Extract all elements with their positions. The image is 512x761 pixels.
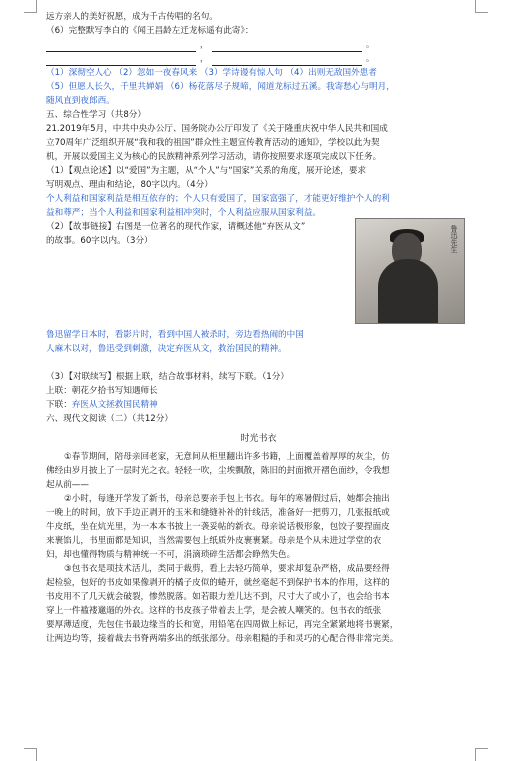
paragraph-line: ③包书衣是项技术活儿，类同于裁剪，看上去轻巧简单，要求却复杂严格，成品要经得 [64,564,390,574]
answer-blanks-row-1: ， 。 [46,38,471,52]
intro-line: 21.2019年5月，中共中央办公厅、国务院办公厅印发了《关于隆重庆祝中华人民共和国成 [46,124,388,134]
paragraph-line: ②小时，每逢开学发了新书，母亲总要亲手包上书衣。每年的寒暑假过后，她都会抽出 [64,494,390,504]
question-6: （6）完整默写李白的《闻王昌龄左迁龙标遥有此寄》： [46,26,254,36]
answer-line: 益和尊严；当个人利益和国家利益相冲突时，个人利益应服从国家利益。 [46,208,322,218]
couplet-upper: 上联：朝花夕拾书写知遇师长 [46,386,158,396]
intro-line: 立70周年广泛组织开展“我和我的祖国”群众性主题宣传教育活动的通知》，学校以此为契 [46,138,380,148]
paragraph-line: 要厚薄适度，先包住书最边缘当的长和宽，用铅笔在四周做上标记，再完全紧紧地将书裹紧， [46,620,399,630]
portrait-calligraphy: 鲁迅先生 [450,225,458,253]
article-title: 时光书衣 [240,434,277,444]
paragraph-line: 牛皮纸，坐在炕光里，为一本本书披上一袭妥帖的新衣。母亲说话极形象，包饺子要捏面皮 [46,522,390,532]
paragraph-line: 起从前—— [46,480,89,490]
answer-line: 人麻木以对，鲁迅受到刺激，决定弃医从文，救治国民的精神。 [46,344,287,354]
question-line: （2）【故事链接】右图是一位著名的现代作家，请概述他“弃医从文” [46,222,306,232]
answer-line: 个人利益和国家利益是相互依存的；个人只有爱国了，国家富强了，才能更好维护个人的利 [46,194,390,204]
paragraph-line: 起检验，包好的书皮如果像剥开的橘子皮似的蜷开，就丝毫起不到保护书本的作用，这样的 [46,578,390,588]
answer-blanks-row-2: ， 。 [46,52,471,66]
crop-mark-top-right [475,0,488,13]
crop-mark-bottom-left [24,748,37,761]
blank-line [212,41,362,52]
couplet-lower [46,398,471,412]
portrait-body [378,259,438,324]
question-line: （3）【对联续写】根据上联，结合故事材料，续写下联。（1分） [46,372,289,382]
crop-mark-bottom-right [475,748,488,761]
paragraph-line: 书皮用不了几天就会破裂，惨然脱落。如若眼力差儿达不到，尺寸大了或小了，也会给书本 [46,592,390,602]
couplet-lower-label: 下联： [46,400,72,410]
paragraph-line: 一晚上的时间，放下手边正剥开的玉米和缝缝补补的针线活，准备好一把剪刀，几张报纸或 [46,508,390,518]
question-line: （1）【观点论述】以“爱国”为主题，从“个人”与“国家”关系的角度，展开论述，要求 [46,166,367,176]
section-heading: 五、综合性学习（共8分） [46,110,146,120]
question-line: 写明观点、理由和结论，80字以内。（4分） [46,180,213,190]
paragraph-line: 穿上一件褴褛邋遢的外衣。这样的书皮孩子带着去上学，是会被人嘲笑的。包书衣的纸张 [46,606,382,616]
couplet-lower-answer: 弃医从文拯救国民精神 [71,400,158,410]
answer-line: 鲁迅留学日本时，看影片时，看到中国人被杀时，旁边看热闹的中国 [46,330,304,340]
question-line: 的故事。60字以内。（3分） [46,236,153,246]
paragraph-line: 来裹馅儿，书里面都是知识，当然需要包上纸质外皮裹裹紧。母亲是个从未进过学堂的农 [46,536,382,546]
paragraph-line: 让两边均等，接着裁去书脊两端多出的纸张部分。母亲粗糙的手和灵巧的心配合得非常完美。 [46,634,399,644]
paragraph-line: 妇，却也懂得物质与精神统一不可，涓滴琐碎生活都会睁然失色。 [46,550,296,560]
section-heading: 六、现代文阅读（二）（共12分） [46,414,173,424]
answer-line: （1）深彻空人心 （2）忽如一夜春风来 （3）学诗谩有惊人句 （4）出则无敌国外患者 [46,68,377,78]
text-line: 远方亲人的美好祝愿，成为千古传唱的名句。 [46,12,218,22]
author-portrait [355,218,465,324]
answer-line: （5）但愿人长久，千里共婵娟 （6）杨花落尽子规啼，闻道龙标过五溪。我寄愁心与明月， [46,82,395,92]
blank-line [46,41,196,52]
answer-line: 随风直到夜郎西。 [46,96,115,106]
paragraph-line: ①春节期间，陪母亲回老家，无意间从柜里翻出许多书籍，上面覆盖着厚厚的灰尘，仿 [64,452,390,462]
intro-line: 机，开展以爱国主义为核心的民族精神系列学习活动，请你按照要求逐项完成以下任务。 [46,152,382,162]
blank-line [212,55,362,66]
page-content [46,10,471,646]
crop-mark-top-left [24,0,37,13]
blank-line [46,55,196,66]
paragraph-line: 佛经由岁月披上了一层时光之衣。轻轻一吹，尘埃飘散，陈旧的封面掀开褶色面纱，令我想 [46,466,390,476]
